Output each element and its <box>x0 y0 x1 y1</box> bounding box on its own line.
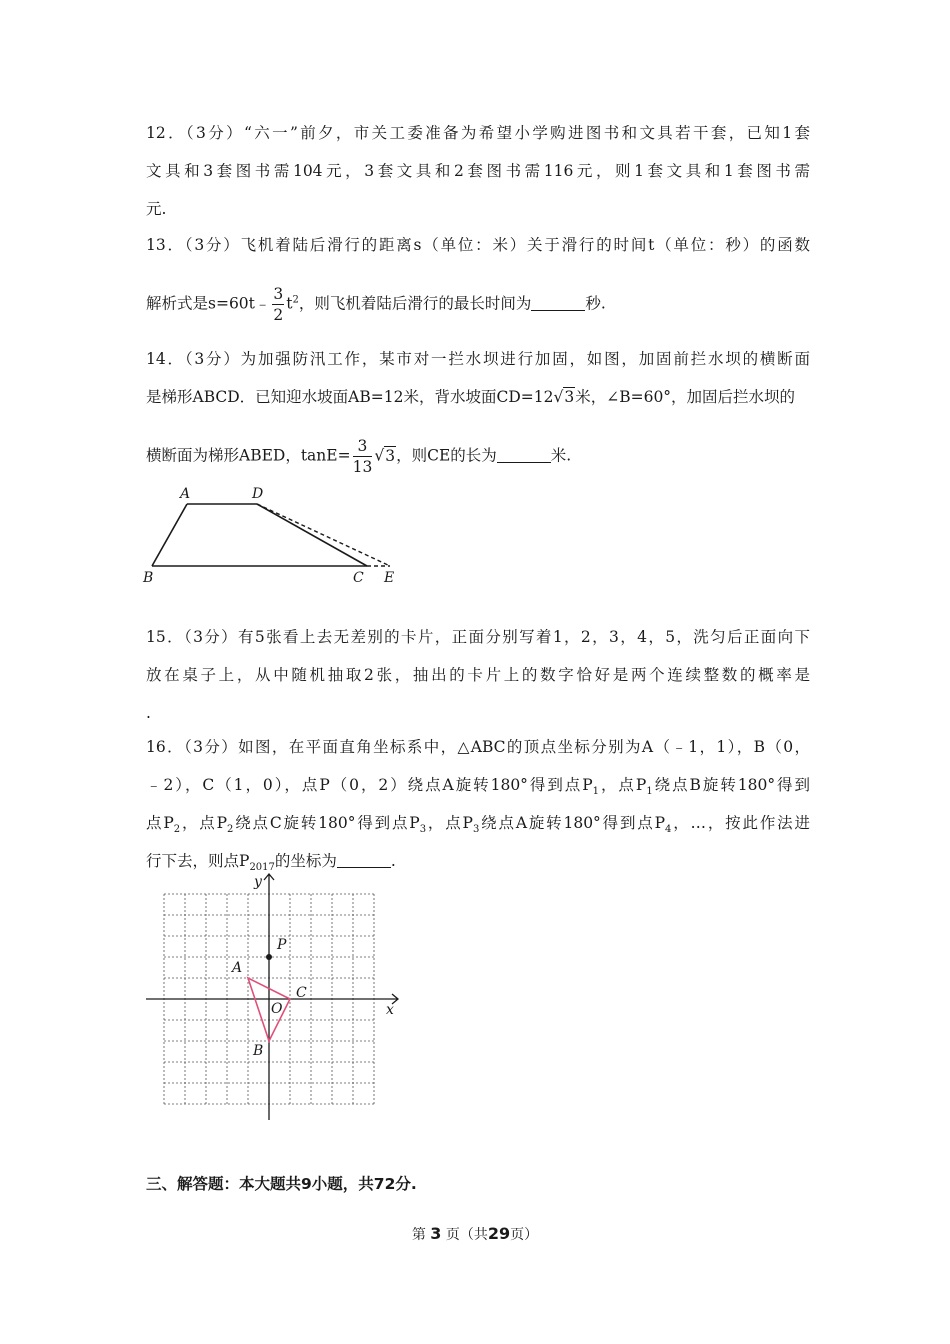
q14-fraction <box>353 436 373 477</box>
q16-sub-p3a: 3 <box>419 824 427 836</box>
q16-line-4-a: 行下去，则点P <box>146 852 250 870</box>
q14-sqrt: 3 <box>564 388 575 406</box>
label-p: P <box>277 937 287 953</box>
footer-total-pages: 29 <box>487 1224 511 1243</box>
q16-sub-p2b: 2 <box>227 824 234 836</box>
q16-sub-p2017: 2017 <box>249 862 275 874</box>
label-d: D <box>252 486 264 502</box>
q13-line-2 <box>146 284 810 322</box>
section-3-heading: 三、解答题：本大题共9小题，共72分. <box>146 1175 417 1193</box>
coordinate-grid-figure <box>140 868 410 1128</box>
q16-line-3-d: ，点P <box>426 814 473 832</box>
q16-sub-p1b: 1 <box>646 786 653 798</box>
edge-dc <box>257 504 367 566</box>
label-c: C <box>353 570 364 586</box>
question-12 <box>146 114 810 228</box>
q13-frac-num: 3 <box>273 285 284 303</box>
point-p <box>266 954 272 960</box>
q16-sub-p4: 4 <box>665 824 672 836</box>
question-15 <box>146 618 810 732</box>
q13-t-var: t <box>286 294 293 313</box>
label-b: B <box>253 1043 264 1059</box>
label-y-axis: y <box>254 874 262 890</box>
q16-line-3-b: ，点P <box>180 814 228 832</box>
question-13-formula <box>146 284 810 322</box>
page-footer <box>0 1224 950 1244</box>
q14-line-3-prefix: 横断面为梯形ABED，tanE= <box>146 446 351 465</box>
label-a: A <box>232 960 243 976</box>
q15-line-1: 15．（3分）有5张看上去无差别的卡片，正面分别写着1，2，3，4，5，洗匀后正面向下 <box>146 628 810 646</box>
q16-line-2-c: 绕点B旋转180°得到 <box>652 776 810 794</box>
q14-sqrt-2: 3 <box>385 446 396 465</box>
q14-answer-blank <box>497 448 551 463</box>
q16-sub-p3b: 3 <box>472 824 480 836</box>
label-e: E <box>384 570 395 586</box>
q13-answer-blank <box>531 296 585 311</box>
q14-line-3-suffix-2: 米. <box>550 446 572 465</box>
edge-ab <box>152 504 187 566</box>
footer-page-number: 3 <box>430 1224 442 1243</box>
q16-sub-p2a: 2 <box>173 824 181 836</box>
q16-line-3-e: 绕点A旋转180°得到点P <box>479 814 666 832</box>
question-16 <box>146 728 810 880</box>
edge-de-dashed <box>257 504 390 566</box>
q14-line-2-suffix: 米，∠B=60°，加固后拦水坝的 <box>575 388 796 406</box>
q16-answer-blank <box>337 853 391 868</box>
footer-prefix: 第 <box>411 1227 426 1243</box>
q14-line-2: 是梯形ABCD．已知迎水坡面AB=12米，背水坡面CD=12√3米，∠B=60°，加固后拦水坝的 <box>146 388 796 406</box>
q13-exponent: 2 <box>292 294 299 306</box>
q14-line-1: 14．（3分）为加强防汛工作，某市对一拦水坝进行加固，如图，加固前拦水坝的横断面 <box>146 350 810 368</box>
q13-fraction <box>272 284 284 325</box>
q16-line-4-c: . <box>390 852 396 870</box>
q15-line-3: . <box>146 704 151 722</box>
footer-suffix: 页） <box>510 1227 539 1243</box>
label-b: B <box>143 570 154 586</box>
footer-middle: 页（共 <box>445 1227 488 1243</box>
q16-sub-p1a: 1 <box>592 786 600 798</box>
label-x-axis: x <box>386 1002 394 1018</box>
q16-line-3-c: 绕点C旋转180°得到点P <box>233 814 420 832</box>
question-14 <box>146 340 810 416</box>
q13-suffix-2: 秒. <box>585 294 606 313</box>
q12-line-2: 文具和3套图书需104元，3套文具和2套图书需116元，则1套文具和1套图书需 <box>146 162 810 180</box>
q14-line-2-prefix: 是梯形ABCD．已知迎水坡面AB=12米，背水坡面CD=12 <box>146 388 554 406</box>
q16-line-3-a: 点P <box>146 814 174 832</box>
q16-line-3 <box>146 804 810 842</box>
q14-line-3: 横断面为梯形ABED，tanE= $\frac{3}{13}$ √3，则CE的长为 米. <box>146 437 572 476</box>
q13-prefix: 解析式是s=60t﹣ <box>146 294 271 313</box>
q16-line-2-a: ﹣2），C（1，0），点P（0，2）绕点A旋转180°得到点P <box>146 776 593 794</box>
q14-line-3-suffix-1: ，则CE的长为 <box>396 446 497 465</box>
q13-frac-den: 2 <box>273 306 284 324</box>
q16-line-1: 16．（3分）如图，在平面直角坐标系中，△ABC的顶点坐标分别为A（﹣1，1），B（0， <box>146 738 810 756</box>
q16-line-4-b: 的坐标为 <box>274 852 337 870</box>
q13-suffix-1: ，则飞机着陆后滑行的最长时间为 <box>298 294 532 313</box>
q16-line-2 <box>146 766 810 804</box>
label-o: O <box>271 1001 283 1017</box>
q16-line-3-f: ，…，按此作法进 <box>671 814 810 832</box>
label-c: C <box>296 985 307 1001</box>
question-13 <box>146 226 810 264</box>
q14-frac-den: 13 <box>352 458 373 476</box>
q12-line-1: 12．（3分）“六一”前夕，市关工委准备为希望小学购进图书和文具若干套，已知1套 <box>146 124 810 142</box>
q16-line-2-b: ，点P <box>599 776 647 794</box>
q14-frac-num: 3 <box>353 436 373 457</box>
question-14-formula <box>146 436 810 474</box>
q15-line-2: 放在桌子上，从中随机抽取2张，抽出的卡片上的数字恰好是两个连续整数的概率是 <box>146 666 810 684</box>
q12-line-3: 元. <box>146 200 167 218</box>
label-a: A <box>180 486 191 502</box>
q13-line-1: 13．（3分）飞机着陆后滑行的距离s（单位：米）关于滑行的时间t（单位：秒）的函数 <box>146 236 810 254</box>
dam-trapezoid-figure <box>140 482 410 586</box>
